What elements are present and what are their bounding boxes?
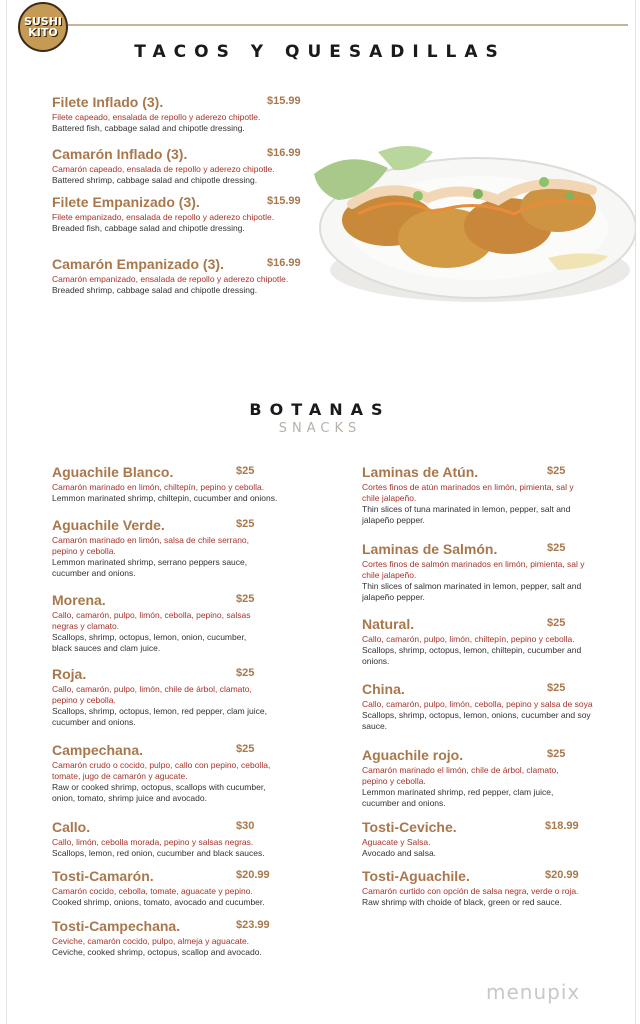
- item-description-es: Callo, camarón, pulpo, limón, chiltepín, pepino y cebolla.: [362, 634, 575, 644]
- item-description-es: Ceviche, camarón cocido, pulpo, almeja y aguacate.: [52, 936, 250, 946]
- item-description-es: Filete capeado, ensalada de repollo y aderezo chipotle.: [52, 112, 261, 122]
- item-name: Tosti-Camarón.: [52, 868, 154, 884]
- item-price: $25: [547, 617, 566, 629]
- item-name: China.: [362, 681, 405, 697]
- item-name: Camarón Inflado (3).: [52, 146, 188, 162]
- menu-item: [52, 145, 302, 186]
- menu-item: [52, 193, 302, 234]
- item-price: $25: [547, 542, 566, 554]
- item-description-en: Thin slices of tuna marinated in lemon, pepper, salt and jalapeño pepper.: [362, 504, 571, 525]
- item-price: $25: [236, 465, 255, 477]
- item-description-en: Breaded shrimp, cabbage salad and chipotle dressing.: [52, 285, 258, 295]
- item-description-en: Scallops, shrimp, octopus, lemon, red pepper, clam juice, cucumber and onions.: [52, 706, 267, 727]
- tacos-section-title: TACOS Y QUESADILLAS: [134, 42, 506, 62]
- menu-item: [52, 665, 267, 728]
- menu-item: [52, 463, 292, 504]
- item-description-en: Thin slices of salmon marinated in lemon, pepper, salt and jalapeño pepper.: [362, 581, 582, 602]
- item-description-es: Camarón cocido, cebolla, tomate, aguacate y pepino.: [52, 886, 253, 896]
- item-description-es: Callo, camarón, pulpo, limón, cebolla, pepino y salsa de soya: [362, 699, 593, 709]
- menu-item: [52, 591, 267, 654]
- item-price: $25: [236, 667, 255, 679]
- item-price: $20.99: [545, 869, 579, 881]
- menu-item: [52, 818, 292, 859]
- item-name: Filete Inflado (3).: [52, 94, 164, 110]
- menu-item: [52, 93, 302, 134]
- item-description-en: Battered fish, cabbage salad and chipotle dressing.: [52, 123, 245, 133]
- item-description-es: Camarón capeado, ensalada de repollo y aderezo chipotle.: [52, 164, 275, 174]
- item-name: Camarón Empanizado (3).: [52, 256, 224, 272]
- menu-item: [52, 255, 302, 296]
- botanas-section-title: BOTANAS: [249, 400, 391, 419]
- item-price: $16.99: [267, 257, 301, 269]
- item-description-en: Raw or cooked shrimp, octopus, scallops with cucumber, onion, tomato, shrimp juice and avocado.: [52, 782, 266, 803]
- item-description-en: Scallops, shrimp, octopus, lemon, onions, cucumber and soy sauce.: [362, 710, 591, 731]
- item-name: Aguachile rojo.: [362, 747, 464, 763]
- item-description-en: Battered shrimp, cabbage salad and chipotle dressing.: [52, 175, 258, 185]
- item-description-es: Callo, limón, cebolla morada, pepino y salsas negras.: [52, 837, 254, 847]
- item-description-es: Camarón crudo o cocido, pulpo, callo con pepino, cebolla, tomate, jugo de camarón y agucate.: [52, 760, 271, 781]
- item-description-en: Cooked shrimp, onions, tomato, avocado and cucumber.: [52, 897, 265, 907]
- botanas-section-subtitle: SNACKS: [278, 421, 362, 436]
- item-description-es: Cortes finos de atún marinados en limón, pimienta, sal y chile jalapeño.: [362, 482, 574, 503]
- item-description-es: Filete empanizado, ensalada de repollo y aderezo chipotle.: [52, 212, 275, 222]
- item-description-es: Aguacate y Salsa.: [362, 837, 431, 847]
- item-description-en: Avocado and salsa.: [362, 848, 437, 858]
- item-name: Tosti-Ceviche.: [362, 819, 457, 835]
- item-description-en: Lemmon marinated shrimp, chiltepin, cucumber and onions.: [52, 493, 278, 503]
- menupix-watermark: menupix: [486, 980, 581, 1004]
- taco-plate-photo: [308, 138, 636, 308]
- item-description-es: Cortes finos de salmón marinados en limón, pimienta, sal y chile jalapeño.: [362, 559, 585, 580]
- item-description-es: Camarón marinado en limón, salsa de chile serrano, pepino y cebolla.: [52, 535, 250, 556]
- logo-line-1: SUSHI: [23, 15, 63, 28]
- item-name: Roja.: [52, 666, 87, 682]
- item-price: $18.99: [545, 820, 579, 832]
- item-description-es: Camarón curtido con opción de salsa negra, verde o roja.: [362, 886, 579, 896]
- menu-item: [52, 917, 292, 958]
- item-description-es: Camarón marinado el limón, chile de árbol, clamato, pepino y cebolla.: [362, 765, 559, 786]
- menu-item: [362, 818, 592, 859]
- item-description-es: Camarón empanizado, ensalada de repollo y aderezo chipotle.: [52, 274, 289, 284]
- item-name: Campechana.: [52, 742, 144, 758]
- item-description-en: Lemmon marinated shrimp, red pepper, clam juice, cucumber and onions.: [362, 787, 554, 808]
- item-name: Morena.: [52, 592, 106, 608]
- menu-item: [362, 463, 592, 526]
- item-description-en: Ceviche, cooked shrimp, octopus, scallop and avocado.: [52, 947, 262, 957]
- item-price: $30: [236, 820, 255, 832]
- item-price: $15.99: [267, 95, 301, 107]
- item-description-en: Breaded fish, cabbage salad and chipotle dressing.: [52, 223, 245, 233]
- item-name: Aguachile Verde.: [52, 517, 165, 533]
- item-price: $16.99: [267, 147, 301, 159]
- item-description-es: Callo, camarón, pulpo, limón, chile de árbol, clamato, pepino y cebolla.: [52, 684, 252, 705]
- item-description-en: Raw shrimp with choide of black, green or red sauce.: [362, 897, 562, 907]
- item-name: Callo.: [52, 819, 91, 835]
- item-description-en: Lemmon marinated shrimp, serrano peppers sauce, cucumber and onions.: [52, 557, 248, 578]
- item-description-es: Callo, camarón, pulpo, limón, cebolla, pepino, salsas negras y clamato.: [52, 610, 251, 631]
- item-description-en: Scallops, shrimp, octopus, lemon, onion, cucumber, black sauces and clam juice.: [52, 632, 247, 653]
- item-price: $25: [547, 465, 566, 477]
- item-price: $25: [236, 593, 255, 605]
- item-price: $23.99: [236, 919, 270, 931]
- menu-item: [52, 867, 292, 908]
- header-divider: [68, 24, 628, 26]
- item-price: $15.99: [267, 195, 301, 207]
- item-name: Laminas de Salmón.: [362, 541, 498, 557]
- item-price: $25: [547, 682, 566, 694]
- menu-item: [52, 516, 267, 579]
- logo-line-2: KITO: [28, 26, 58, 39]
- menu-item: [362, 540, 587, 603]
- item-description-en: Scallops, shrimp, octopus, lemon, chiltepin, cucumber and onions.: [362, 645, 582, 666]
- item-description-es: Camarón marinado en limón, chiltepín, pepino y cebolla.: [52, 482, 265, 492]
- item-price: $20.99: [236, 869, 270, 881]
- menu-item: [362, 680, 602, 732]
- item-name: Tosti-Aguachile.: [362, 868, 470, 884]
- item-description-en: Scallops, lemon, red onion, cucumber and black sauces.: [52, 848, 265, 858]
- item-name: Natural.: [362, 616, 415, 632]
- item-name: Aguachile Blanco.: [52, 464, 174, 480]
- item-price: $25: [236, 743, 255, 755]
- item-name: Tosti-Campechana.: [52, 918, 181, 934]
- item-price: $25: [547, 748, 566, 760]
- menu-item: [52, 741, 277, 804]
- menu-item: [362, 867, 602, 908]
- item-name: Filete Empanizado (3).: [52, 194, 200, 210]
- menu-item: [362, 746, 582, 809]
- item-name: Laminas de Atún.: [362, 464, 479, 480]
- item-price: $25: [236, 518, 255, 530]
- menu-item: [362, 615, 592, 667]
